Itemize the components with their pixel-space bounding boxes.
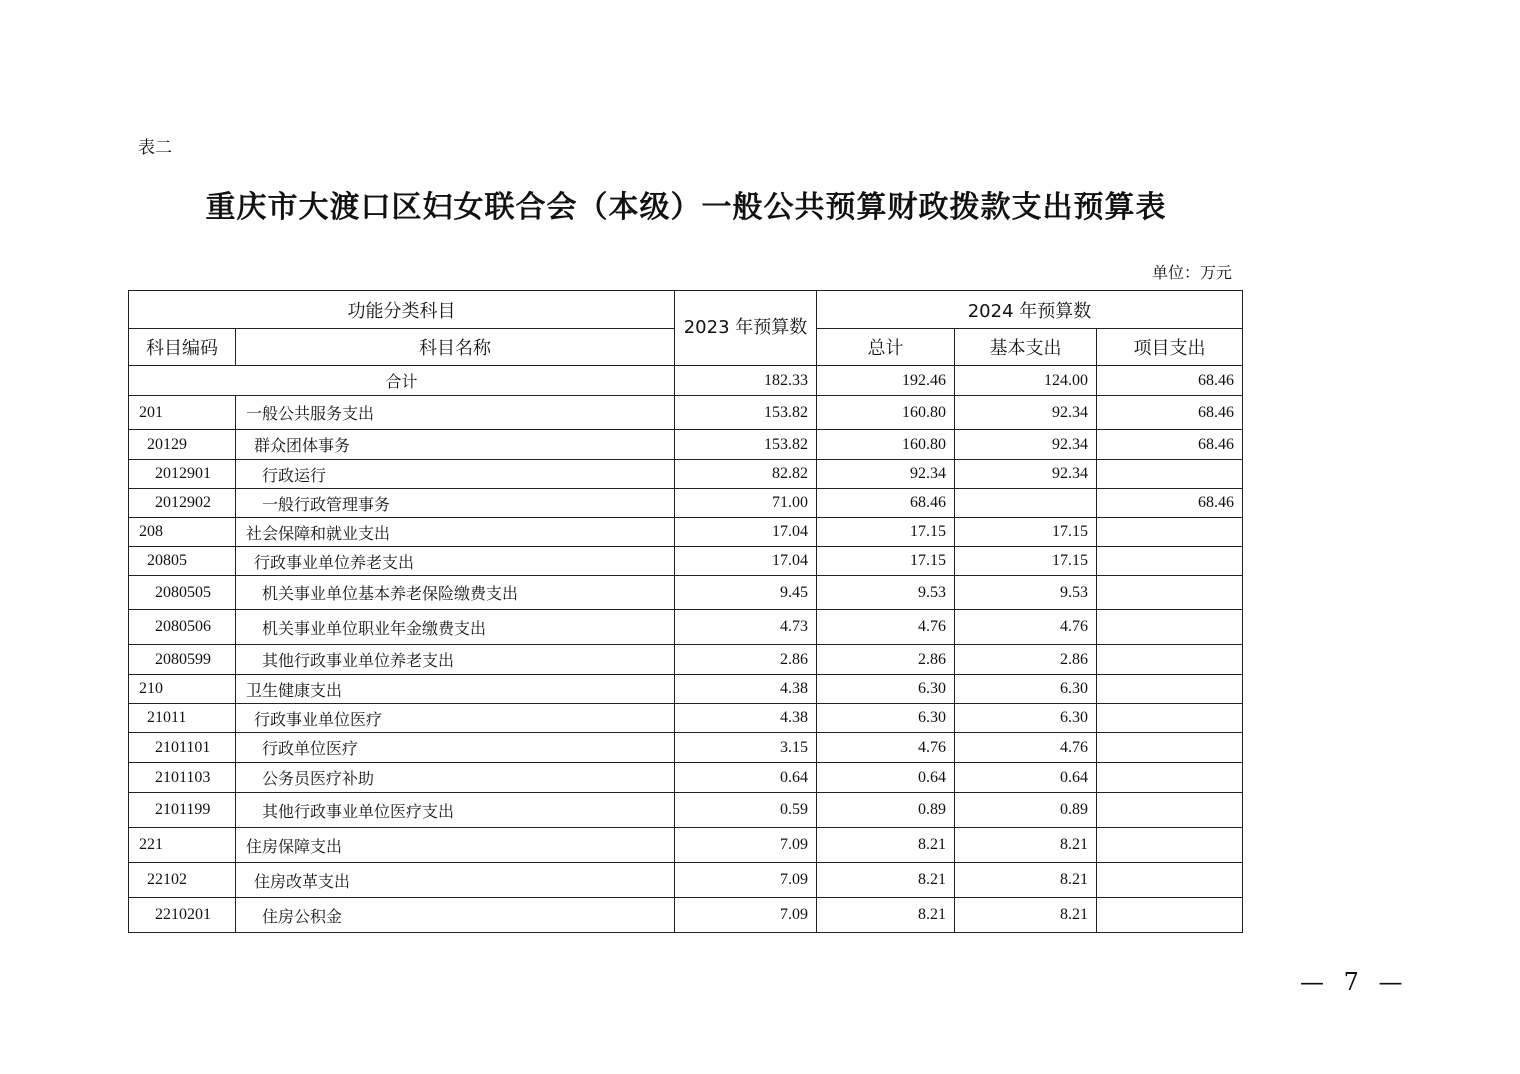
page-number: — 7 — [1300, 968, 1409, 996]
row-total: 160.80 [817, 396, 955, 430]
row-project [1097, 704, 1243, 733]
row-total: 2.86 [817, 645, 955, 675]
row-project [1097, 763, 1243, 793]
row-project [1097, 898, 1243, 933]
row-total: 4.76 [817, 733, 955, 763]
row-name: 行政运行 [236, 460, 675, 489]
row-b2023: 17.04 [675, 518, 817, 547]
header-code: 科目编码 [129, 329, 236, 366]
header-basic: 基本支出 [955, 329, 1097, 366]
row-b2023: 71.00 [675, 489, 817, 518]
header-total: 总计 [817, 329, 955, 366]
row-b2023: 4.38 [675, 704, 817, 733]
row-name: 公务员医疗补助 [236, 763, 675, 793]
total-row [129, 366, 1243, 396]
table-row [129, 675, 1243, 704]
row-code: 20129 [129, 430, 236, 460]
row-project [1097, 828, 1243, 863]
row-code: 2101199 [129, 793, 236, 828]
row-code: 221 [129, 828, 236, 863]
row-name: 住房改革支出 [236, 863, 675, 898]
row-code: 2080506 [129, 610, 236, 645]
row-total: 8.21 [817, 863, 955, 898]
table-body [129, 366, 1243, 933]
row-total: 8.21 [817, 828, 955, 863]
row-b2023: 153.82 [675, 396, 817, 430]
total-b2023: 182.33 [675, 366, 817, 396]
row-total: 68.46 [817, 489, 955, 518]
table-row [129, 610, 1243, 645]
row-basic: 4.76 [955, 610, 1097, 645]
row-basic: 9.53 [955, 576, 1097, 610]
table-row [129, 460, 1243, 489]
row-code: 20805 [129, 547, 236, 576]
row-code: 208 [129, 518, 236, 547]
row-total: 6.30 [817, 704, 955, 733]
row-b2023: 153.82 [675, 430, 817, 460]
row-name: 行政事业单位养老支出 [236, 547, 675, 576]
row-total: 4.76 [817, 610, 955, 645]
row-name: 行政单位医疗 [236, 733, 675, 763]
row-basic: 6.30 [955, 675, 1097, 704]
table-row [129, 645, 1243, 675]
table-row [129, 898, 1243, 933]
row-code: 2210201 [129, 898, 236, 933]
row-project [1097, 610, 1243, 645]
row-basic: 2.86 [955, 645, 1097, 675]
total-total: 192.46 [817, 366, 955, 396]
row-b2023: 4.73 [675, 610, 817, 645]
row-basic: 92.34 [955, 460, 1097, 489]
table-row [129, 489, 1243, 518]
row-name: 社会保障和就业支出 [236, 518, 675, 547]
row-project [1097, 793, 1243, 828]
row-total: 92.34 [817, 460, 955, 489]
row-b2023: 17.04 [675, 547, 817, 576]
table-row [129, 547, 1243, 576]
unit-label: 单位：万元 [1151, 263, 1232, 282]
row-basic: 0.89 [955, 793, 1097, 828]
row-code: 2012901 [129, 460, 236, 489]
table-row [129, 793, 1243, 828]
row-basic: 8.21 [955, 863, 1097, 898]
row-name: 机关事业单位职业年金缴费支出 [236, 610, 675, 645]
row-b2023: 9.45 [675, 576, 817, 610]
row-b2023: 7.09 [675, 863, 817, 898]
table-row [129, 763, 1243, 793]
row-name: 行政事业单位医疗 [236, 704, 675, 733]
row-b2023: 2.86 [675, 645, 817, 675]
row-name: 群众团体事务 [236, 430, 675, 460]
table-row [129, 733, 1243, 763]
row-project: 68.46 [1097, 489, 1243, 518]
header-row-1 [129, 291, 1243, 329]
header-project: 项目支出 [1097, 329, 1243, 366]
row-code: 210 [129, 675, 236, 704]
table-row [129, 430, 1243, 460]
table-row [129, 576, 1243, 610]
row-name: 其他行政事业单位养老支出 [236, 645, 675, 675]
table-row [129, 828, 1243, 863]
table-row [129, 704, 1243, 733]
row-name: 卫生健康支出 [236, 675, 675, 704]
row-b2023: 0.64 [675, 763, 817, 793]
row-project: 68.46 [1097, 430, 1243, 460]
row-b2023: 0.59 [675, 793, 817, 828]
row-total: 6.30 [817, 675, 955, 704]
row-total: 17.15 [817, 547, 955, 576]
header-func-category: 功能分类科目 [129, 291, 675, 329]
page-title: 重庆市大渡口区妇女联合会（本级）一般公共预算财政拨款支出预算表 [205, 190, 1167, 225]
row-b2023: 7.09 [675, 828, 817, 863]
row-name: 其他行政事业单位医疗支出 [236, 793, 675, 828]
row-b2023: 82.82 [675, 460, 817, 489]
row-basic: 17.15 [955, 547, 1097, 576]
row-total: 9.53 [817, 576, 955, 610]
row-project [1097, 733, 1243, 763]
row-project [1097, 863, 1243, 898]
total-basic: 124.00 [955, 366, 1097, 396]
row-project [1097, 547, 1243, 576]
row-name: 一般公共服务支出 [236, 396, 675, 430]
table-row [129, 518, 1243, 547]
row-project [1097, 460, 1243, 489]
row-name: 住房保障支出 [236, 828, 675, 863]
table-row [129, 396, 1243, 430]
total-project: 68.46 [1097, 366, 1243, 396]
row-b2023: 7.09 [675, 898, 817, 933]
row-name: 一般行政管理事务 [236, 489, 675, 518]
header-budget-2023: 2023 年预算数 [675, 291, 817, 366]
table-row [129, 863, 1243, 898]
row-basic: 8.21 [955, 898, 1097, 933]
row-project [1097, 675, 1243, 704]
row-code: 2101103 [129, 763, 236, 793]
row-code: 2080505 [129, 576, 236, 610]
row-b2023: 3.15 [675, 733, 817, 763]
row-project [1097, 518, 1243, 547]
row-code: 22102 [129, 863, 236, 898]
header-budget-2024: 2024 年预算数 [817, 291, 1243, 329]
row-total: 0.64 [817, 763, 955, 793]
row-basic: 8.21 [955, 828, 1097, 863]
table-label: 表二 [138, 138, 172, 158]
row-project [1097, 576, 1243, 610]
row-basic: 4.76 [955, 733, 1097, 763]
row-project [1097, 645, 1243, 675]
row-name: 机关事业单位基本养老保险缴费支出 [236, 576, 675, 610]
budget-table [128, 290, 1243, 933]
row-basic [955, 489, 1097, 518]
row-b2023: 4.38 [675, 675, 817, 704]
row-basic: 0.64 [955, 763, 1097, 793]
row-total: 0.89 [817, 793, 955, 828]
header-name: 科目名称 [236, 329, 675, 366]
row-code: 2101101 [129, 733, 236, 763]
row-basic: 92.34 [955, 430, 1097, 460]
row-total: 17.15 [817, 518, 955, 547]
row-basic: 92.34 [955, 396, 1097, 430]
row-name: 住房公积金 [236, 898, 675, 933]
row-code: 2080599 [129, 645, 236, 675]
row-total: 160.80 [817, 430, 955, 460]
row-total: 8.21 [817, 898, 955, 933]
row-basic: 6.30 [955, 704, 1097, 733]
row-code: 21011 [129, 704, 236, 733]
row-basic: 17.15 [955, 518, 1097, 547]
total-label: 合计 [129, 366, 675, 396]
row-project: 68.46 [1097, 396, 1243, 430]
row-code: 201 [129, 396, 236, 430]
row-code: 2012902 [129, 489, 236, 518]
